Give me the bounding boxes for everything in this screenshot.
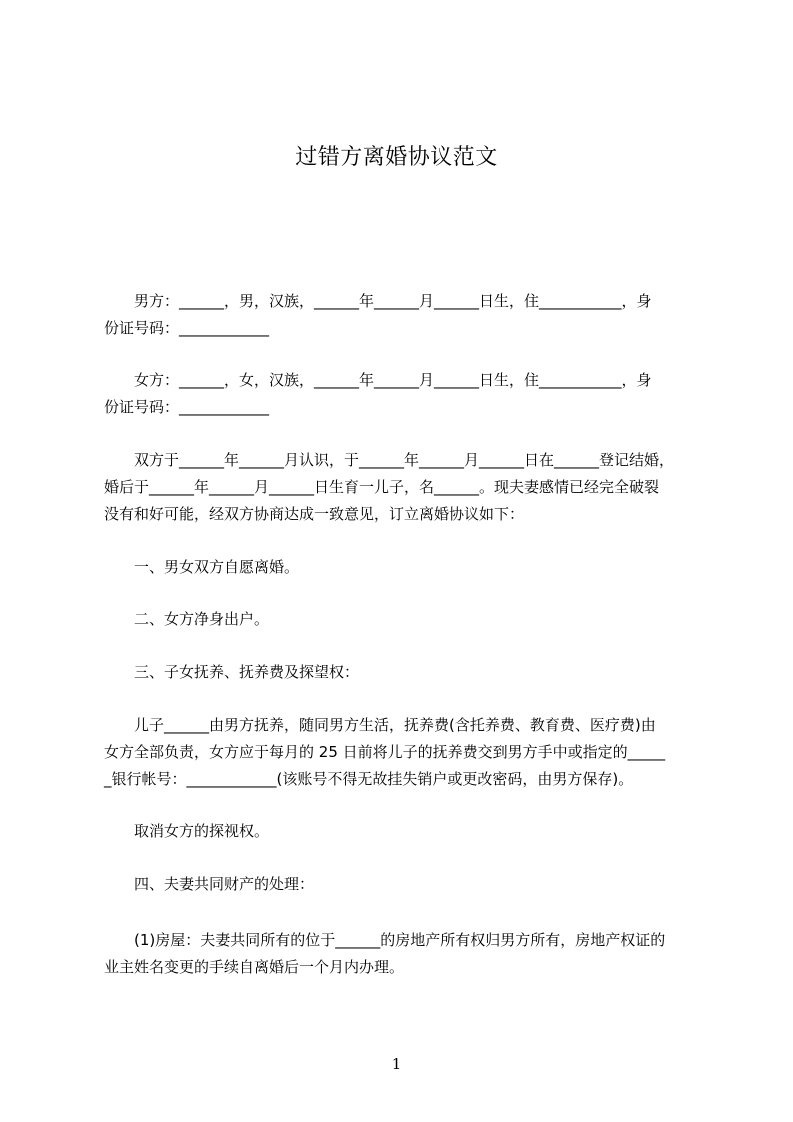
text-line: 份证号码：____________	[104, 398, 270, 416]
text-line: 女方全部负责，女方应于每月的 25 日前将儿子的抚养费交到男方手中或指定的_____	[104, 743, 666, 761]
paragraph-female-party	[104, 367, 704, 421]
clause-heading-1	[104, 554, 704, 581]
paragraph-male-party	[104, 288, 704, 342]
page-number: 1	[391, 1055, 402, 1073]
text-line: 份证号码：____________	[104, 319, 270, 337]
text-line: 业主姓名变更的手续自离婚后一个月内办理。	[104, 958, 405, 976]
text-line: 四、夫妻共同财产的处理：	[104, 875, 315, 893]
text-line: 婚后于______年______月______日生育一儿子，名______。现夫妻感情已经完全破裂	[104, 478, 660, 496]
text-line: _银行帐号：____________(该账号不得无故挂失销户或更改密码，由男方保存)。	[104, 770, 634, 788]
text-line: 儿子______由男方抚养，随同男方生活，抚养费(含托养费、教育费、医疗费)由	[104, 716, 656, 734]
text-line: 女方：______，女，汉族，______年______月______日生，住___________，身	[104, 371, 652, 389]
clause-heading-2	[104, 606, 704, 633]
paragraph-child-custody	[104, 712, 704, 793]
text-line: 三、子女抚养、抚养费及探望权：	[104, 663, 360, 681]
paragraph-marriage-background	[104, 447, 704, 528]
paragraph-property-house	[104, 927, 704, 981]
text-line: 取消女方的探视权。	[104, 822, 270, 840]
text-line: (1)房屋：夫妻共同所有的位于______的房地产所有权归男方所有，房地产权证的	[104, 931, 666, 949]
clause-heading-4	[104, 871, 704, 898]
text-line: 男方：______，男，汉族，______年______月______日生，住___________，身	[104, 292, 652, 310]
text-line: 双方于______年______月认识，于______年______月______日在______登记结婚，	[104, 451, 675, 469]
text-line: 没有和好可能，经双方协商达成一致意见，订立离婚协议如下：	[104, 505, 525, 523]
document-title: 过错方离婚协议范文	[295, 145, 498, 170]
paragraph-visitation	[104, 818, 704, 845]
text-line: 二、女方净身出户。	[104, 610, 270, 628]
clause-heading-3	[104, 659, 704, 686]
text-line: 一、男女双方自愿离婚。	[104, 558, 300, 576]
